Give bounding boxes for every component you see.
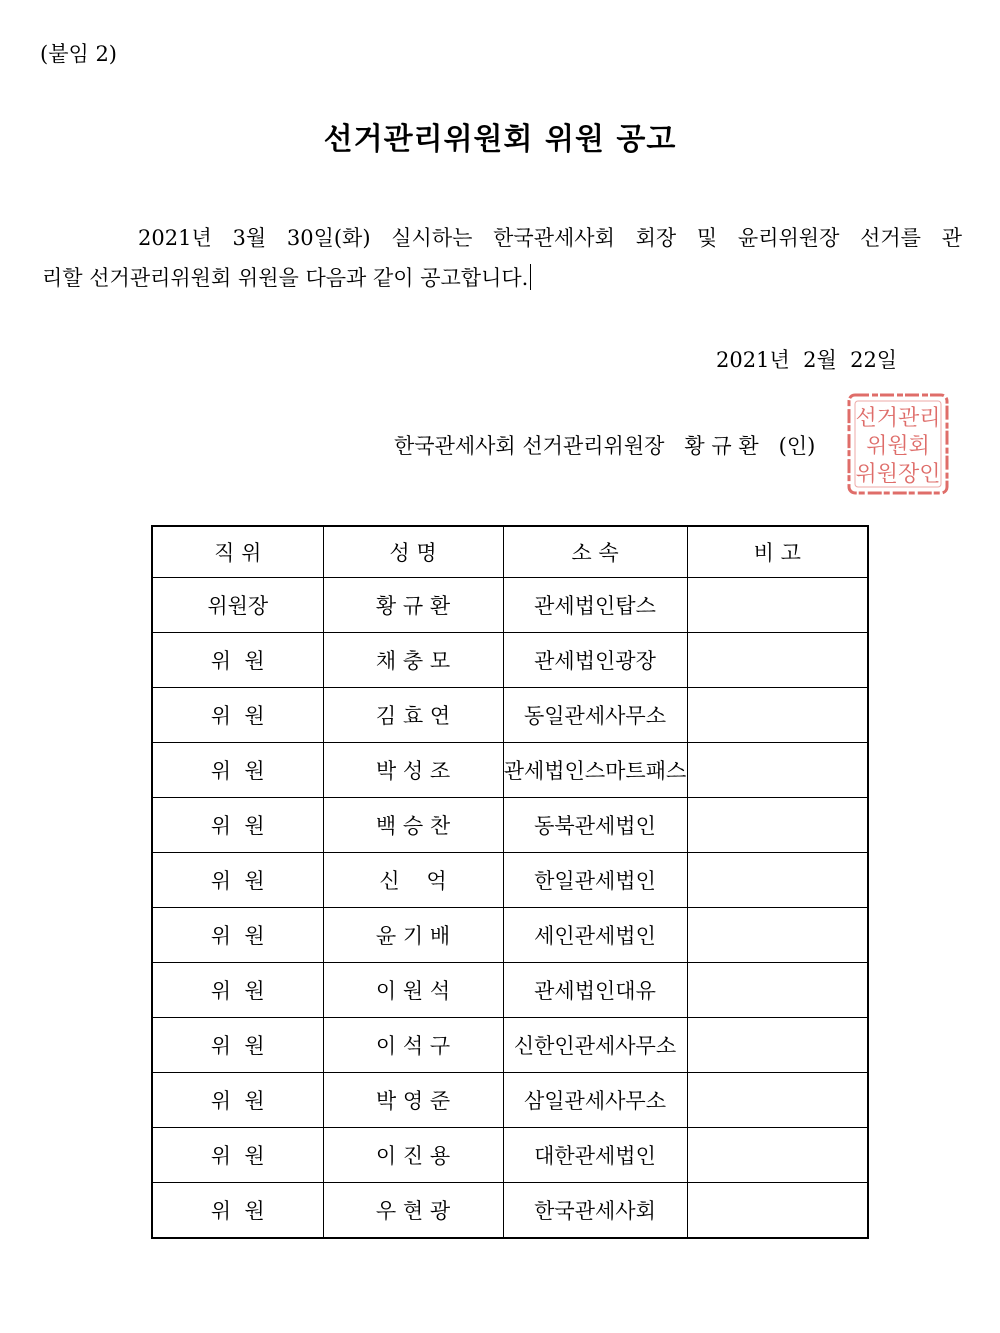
cell-note [687,743,868,798]
cell-name: 신 억 [323,853,503,908]
cell-affiliation: 신한인관세사무소 [503,1018,687,1073]
cell-note [687,963,868,1018]
table-row [152,1128,868,1183]
cell-position: 위 원 [152,908,323,963]
cell-position: 위 원 [152,853,323,908]
seal-text-1: 선거관리 [855,406,941,431]
cell-affiliation: 동북관세법인 [503,798,687,853]
cell-name: 김 효 연 [323,688,503,743]
cell-affiliation: 한일관세법인 [503,853,687,908]
cell-name: 이 원 석 [323,963,503,1018]
table-row [152,963,868,1018]
cell-note [687,1073,868,1128]
table-row [152,578,868,633]
table-row [152,1183,868,1239]
cell-name: 이 석 구 [323,1018,503,1073]
cell-note [687,798,868,853]
cell-note [687,853,868,908]
table-row [152,1073,868,1128]
cell-note [687,578,868,633]
cell-position: 위 원 [152,633,323,688]
cell-name: 채 충 모 [323,633,503,688]
cell-affiliation: 세인관세법인 [503,908,687,963]
announcement-date: 2021년 2월 22일 [716,348,898,372]
cell-name: 백 승 찬 [323,798,503,853]
header-name: 성 명 [323,526,503,578]
cell-affiliation: 관세법인광장 [503,633,687,688]
cell-name: 윤 기 배 [323,908,503,963]
page-title: 선거관리위원회 위원 공고 [323,122,677,157]
cell-note [687,1128,868,1183]
seal-text-2: 위원회 [866,434,930,459]
attachment-label: (붙임 2) [40,42,117,66]
cell-name: 이 진 용 [323,1128,503,1183]
text-cursor [530,264,531,290]
cell-affiliation: 대한관세법인 [503,1128,687,1183]
cell-affiliation: 관세법인스마트패스 [503,743,687,798]
header-affiliation: 소 속 [503,526,687,578]
seal-text-3: 위원장인 [855,462,941,487]
committee-table [151,525,869,1239]
cell-note [687,1018,868,1073]
cell-position: 위 원 [152,963,323,1018]
announcement-line-1: 2021년 3월 30일(화) 실시하는 한국관세사회 회장 및 윤리위원장 선거를 관 [138,226,962,250]
cell-note [687,908,868,963]
table-row [152,743,868,798]
cell-note [687,633,868,688]
table-row [152,688,868,743]
cell-name: 박 영 준 [323,1073,503,1128]
announcement-line-2-text: 리할 선거관리위원회 위원을 다음과 같이 공고합니다. [42,266,529,290]
table-row [152,798,868,853]
table-header-row [152,526,868,578]
cell-affiliation: 한국관세사회 [503,1183,687,1239]
cell-note [687,688,868,743]
cell-position: 위 원 [152,1128,323,1183]
signer-line: 한국관세사회 선거관리위원장 황 규 환 (인) [394,434,816,458]
table-row [152,908,868,963]
table-row [152,853,868,908]
cell-position: 위 원 [152,798,323,853]
cell-affiliation: 관세법인대유 [503,963,687,1018]
table-row [152,633,868,688]
cell-position: 위 원 [152,1183,323,1239]
header-position: 직 위 [152,526,323,578]
cell-name: 박 성 조 [323,743,503,798]
cell-name: 우 현 광 [323,1183,503,1239]
announcement-line-2 [42,262,962,292]
table-row [152,1018,868,1073]
cell-position: 위 원 [152,1018,323,1073]
cell-position: 위원장 [152,578,323,633]
cell-affiliation: 동일관세사무소 [503,688,687,743]
header-note: 비 고 [687,526,868,578]
cell-position: 위 원 [152,1073,323,1128]
cell-affiliation: 삼일관세사무소 [503,1073,687,1128]
cell-affiliation: 관세법인탑스 [503,578,687,633]
cell-position: 위 원 [152,688,323,743]
cell-note [687,1183,868,1239]
official-seal-icon [845,391,951,497]
cell-position: 위 원 [152,743,323,798]
cell-name: 황 규 환 [323,578,503,633]
